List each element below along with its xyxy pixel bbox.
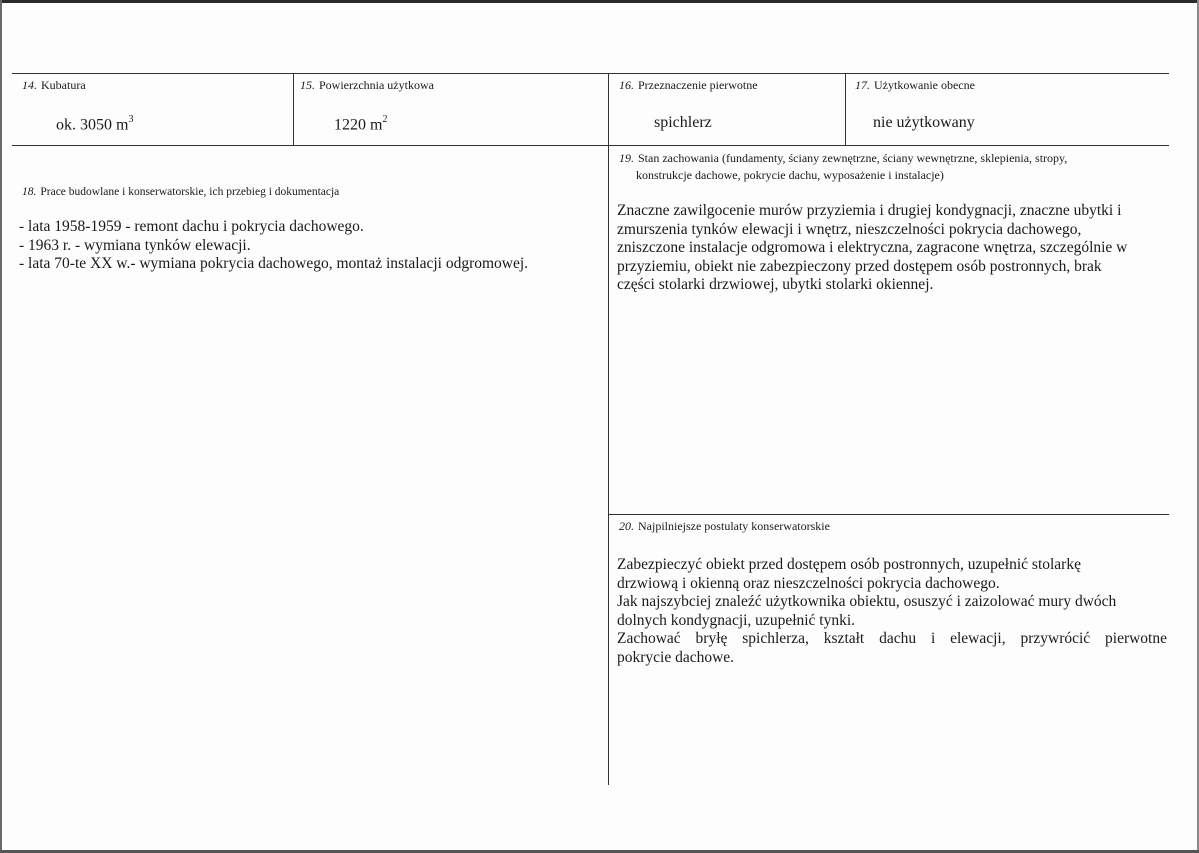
text-line: Zabezpieczyć obiekt przed dostępem osób postronnych, uzupełnić stolarkę — [617, 556, 1081, 573]
field-15-number: 15. — [300, 78, 315, 92]
field-20-text — [617, 556, 1167, 667]
text-line: drzwiową i okienną oraz nieszczelności pokrycia dachowego. — [617, 574, 1000, 592]
field-18-label — [22, 185, 339, 199]
column-divider-1 — [293, 73, 294, 145]
field-18-list — [19, 218, 528, 274]
field-15-label — [300, 78, 434, 92]
field-19-label — [619, 150, 1139, 184]
text-line: Jak najszybciej znaleźć użytkownika obiektu, osuszyć i zaizolować mury dwóch — [617, 593, 1117, 610]
field-17-label — [855, 78, 975, 92]
table-row-divider — [12, 145, 1169, 146]
field-14-value-sup: 3 — [128, 114, 134, 125]
text-line: zniszczone instalacje odgromowa i elektryczna, zagracone wnętrza, szczególnie w — [617, 239, 1128, 256]
field-16-number: 16. — [619, 78, 634, 92]
field-20-title: Najpilniejsze postulaty konserwatorskie — [638, 519, 830, 533]
page-left-edge — [0, 0, 2, 853]
field-18-title: Prace budowlane i konserwatorskie, ich przebieg i dokumentacja — [40, 186, 340, 198]
text-line: zmurszenia tynków elewacji i wnętrz, nieszczelności pokrycia dachowego, — [617, 220, 1082, 238]
text-line: części stolarki drzwiowej, ubytki stolarki okiennej. — [617, 276, 934, 293]
column-divider-main — [608, 73, 609, 785]
column-divider-3 — [845, 73, 846, 145]
text-line: Znaczne zawilgocenie murów przyziemia i drugiej kondygnacji, znaczne ubytki i — [617, 202, 1122, 219]
text-line: Zachować bryłę spichlerza, kształt dachu i elewacji, przywrócić pierwotne — [617, 630, 1167, 647]
field-15-value — [334, 112, 387, 134]
text-line: dolnych kondygnacji, uzupełnić tynki. — [617, 611, 856, 629]
table-top-border — [12, 73, 1169, 74]
field-19-title-2: konstrukcje dachowe, pokrycie dachu, wyposażenie i instalacje) — [636, 168, 944, 182]
field-16-label — [619, 78, 758, 92]
field-14-title: Kubatura — [41, 78, 86, 92]
field-19-number: 19. — [619, 151, 634, 165]
field-16-title: Przeznaczenie pierwotne — [638, 78, 758, 92]
field-19-label-line-1 — [619, 150, 1139, 167]
field-20-label — [619, 519, 830, 533]
field-19-text — [617, 202, 1157, 295]
field-20-number: 20. — [619, 519, 634, 533]
field-15-title: Powierzchnia użytkowa — [319, 78, 434, 92]
list-item: - 1963 r. - wymiana tynków elewacji. — [19, 236, 251, 254]
right-column-divider — [609, 514, 1169, 515]
field-19-title-1: Stan zachowania (fundamenty, ściany zewnętrzne, ściany wewnętrzne, sklepienia, stropy, — [638, 151, 1068, 165]
field-14-number: 14. — [22, 78, 37, 92]
field-17-value: nie użytkowany — [873, 114, 975, 131]
field-14-value-text: ok. 3050 m — [56, 116, 129, 134]
field-14-value — [56, 112, 133, 134]
page-top-edge — [0, 0, 1199, 3]
field-18-number: 18. — [22, 186, 37, 198]
field-17-title: Użytkowanie obecne — [874, 78, 975, 92]
field-14-label — [22, 78, 86, 92]
field-16-value: spichlerz — [654, 114, 712, 131]
text-line: przyziemiu, obiekt nie zabezpieczony przed dostępem osób postronnych, brak — [617, 257, 1102, 275]
text-line: pokrycie dachowe. — [617, 648, 735, 666]
field-15-value-sup: 2 — [382, 114, 388, 125]
field-17-number: 17. — [855, 78, 870, 92]
field-15-value-text: 1220 m — [334, 116, 383, 134]
list-item: - lata 1958-1959 - remont dachu i pokrycia dachowego. — [19, 218, 364, 235]
list-item: - lata 70-te XX w.- wymiana pokrycia dachowego, montaż instalacji odgromowej. — [19, 255, 529, 272]
